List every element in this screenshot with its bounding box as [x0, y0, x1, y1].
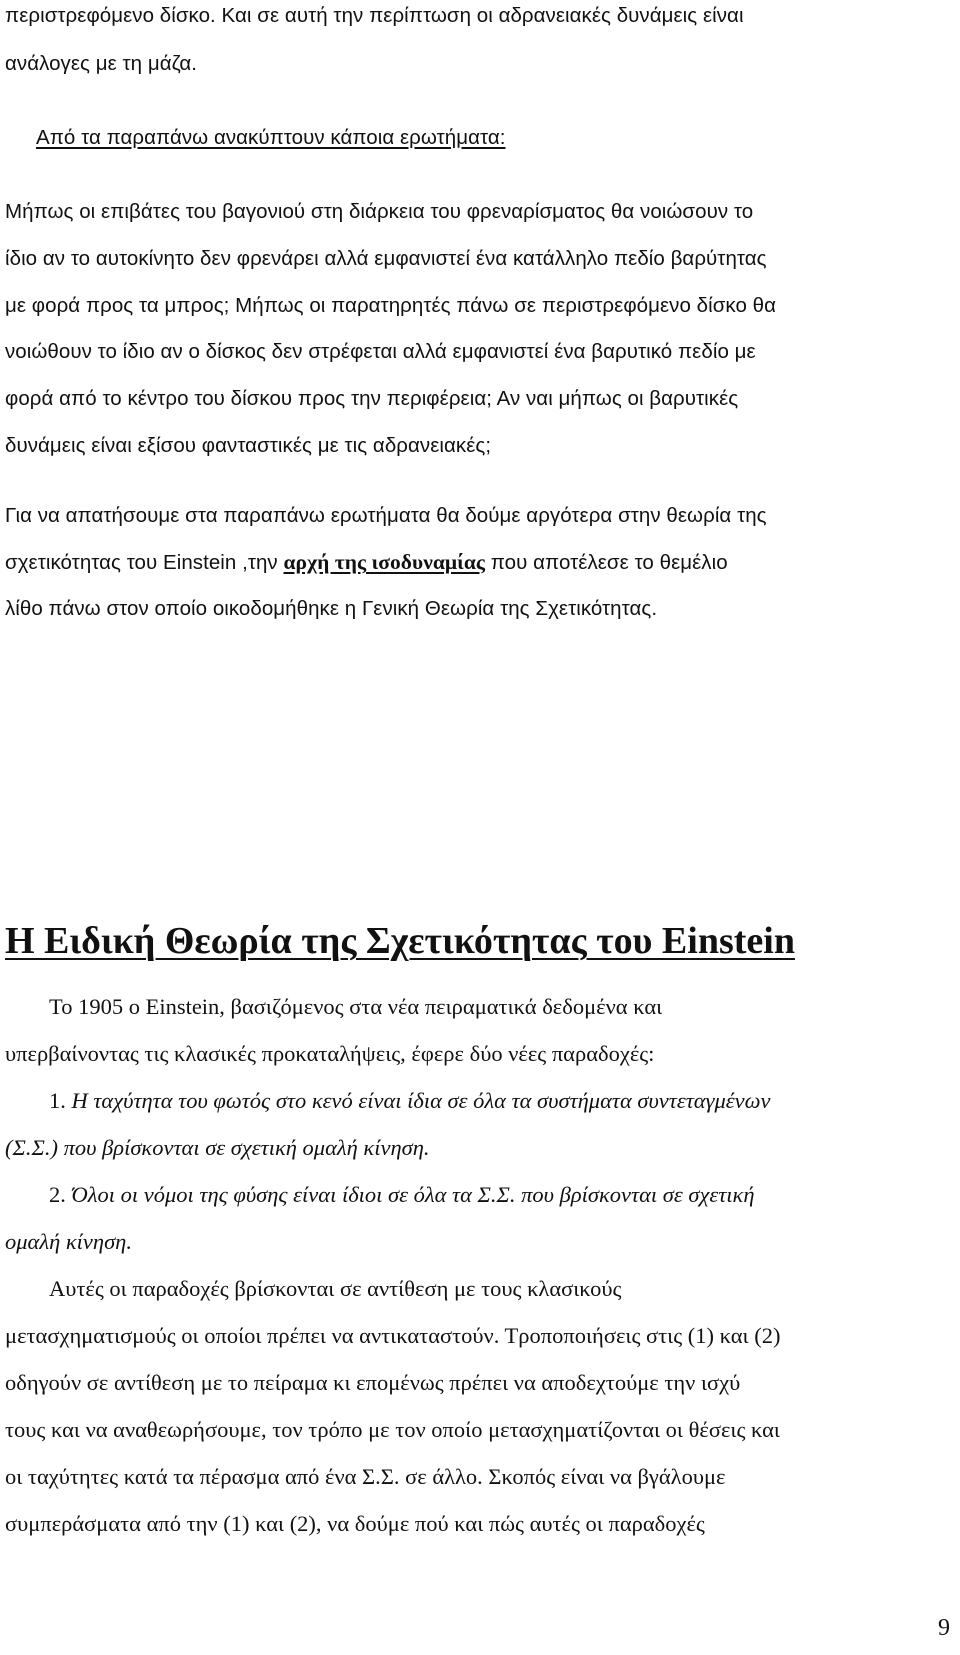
postulate-2-continued: ομαλή κίνηση. — [5, 1229, 132, 1254]
answer-line-3: λίθο πάνω στον οποίο οικοδομήθηκε η Γενική Θεωρία της Σχετικότητας. — [5, 597, 658, 620]
questions-line-2: ίδιο αν το αυτοκίνητο δεν φρενάρει αλλά εμφανιστεί ένα κατάλληλο πεδίο βαρύτητας — [5, 247, 767, 270]
page-number: 9 — [938, 1615, 950, 1641]
section-title: Η Ειδική Θεωρία της Σχετικότητας του Einstein — [5, 920, 795, 962]
equivalence-principle-term: αρχή της ισοδυναμίας — [283, 550, 486, 574]
postulate-2 — [49, 1184, 754, 1207]
conclusion-line-5: οι ταχύτητες κατά τα πέρασμα από ένα Σ.Σ. σε άλλο. Σκοπός είναι να βγάλουμε — [5, 1464, 726, 1489]
answer-line-1: Για να απατήσουμε στα παραπάνω ερωτήματα θα δούμε αργότερα στην θεωρία της — [5, 504, 767, 527]
answer-line-2 — [5, 552, 728, 574]
intro-line-2: ανάλογες με τη μάζα. — [5, 52, 197, 75]
answer-line-2-start: σχετικότητας του Einstein ,την — [5, 551, 284, 574]
conclusion-line-1: Αυτές οι παραδοχές βρίσκονται σε αντίθεση με τους κλασικούς — [49, 1276, 622, 1301]
questions-line-1: Μήπως οι επιβάτες του βαγονιού στη διάρκεια του φρεναρίσματος θα νοιώσουν το — [5, 200, 754, 223]
conclusion-line-4: τους και να αναθεωρήσουμε, τον τρόπο με τον οποίο μετασχηματίζονται οι θέσεις και — [5, 1417, 780, 1442]
questions-line-5: φορά από το κέντρο του δίσκου προς την περιφέρεια; Αν ναι μήπως οι βαρυτικές — [5, 387, 739, 410]
questions-line-6: δυνάμεις είναι εξίσου φανταστικές με τις αδρανειακές; — [5, 434, 492, 457]
conclusion-line-3: οδηγούν σε αντίθεση με το πείραμα κι επομένως πρέπει να αποδεχτούμε την ισχύ — [5, 1370, 741, 1395]
special-line-2: υπερβαίνοντας τις κλασικές προκαταλήψεις, έφερε δύο νέες παραδοχές: — [5, 1041, 655, 1066]
conclusion-line-6: συμπεράσματα από την (1) και (2), να δούμε πού και πώς αυτές οι παραδοχές — [5, 1511, 705, 1536]
postulate-1 — [49, 1090, 770, 1113]
postulate-1-continued: (Σ.Σ.) που βρίσκονται σε σχετική ομαλή κίνηση. — [5, 1135, 430, 1160]
postulate-1-number: 1. — [49, 1088, 72, 1113]
conclusion-line-2: μετασχηματισμούς οι οποίοι πρέπει να αντικαταστούν. Τροποποιήσεις στις (1) και (2) — [5, 1323, 781, 1348]
questions-line-3: με φορά προς τα μπρος; Μήπως οι παρατηρητές πάνω σε περιστρεφόμενο δίσκο θα — [5, 294, 777, 317]
postulate-2-number: 2. — [49, 1182, 72, 1207]
intro-line-1: περιστρεφόμενο δίσκο. Και σε αυτή την περίπτωση οι αδρανειακές δυνάμεις είναι — [5, 4, 744, 27]
answer-line-2-end: που αποτέλεσε το θεμέλιο — [485, 551, 728, 574]
postulate-2-text: Όλοι οι νόμοι της φύσης είναι ίδιοι σε όλα τα Σ.Σ. που βρίσκονται σε σχετική — [71, 1182, 755, 1207]
questions-line-4: νοιώθουν το ίδιο αν ο δίσκος δεν στρέφεται αλλά εμφανιστεί ένα βαρυτικό πεδίο με — [5, 340, 756, 363]
special-line-1: Το 1905 ο Einstein, βασιζόμενος στα νέα πειραματικά δεδομένα και — [49, 994, 663, 1019]
questions-heading: Από τα παραπάνω ανακύπτουν κάποια ερωτήματα: — [36, 126, 506, 149]
postulate-1-text: Η ταχύτητα του φωτός στο κενό είναι ίδια σε όλα τα συστήματα συντεταγμένων — [71, 1088, 771, 1113]
